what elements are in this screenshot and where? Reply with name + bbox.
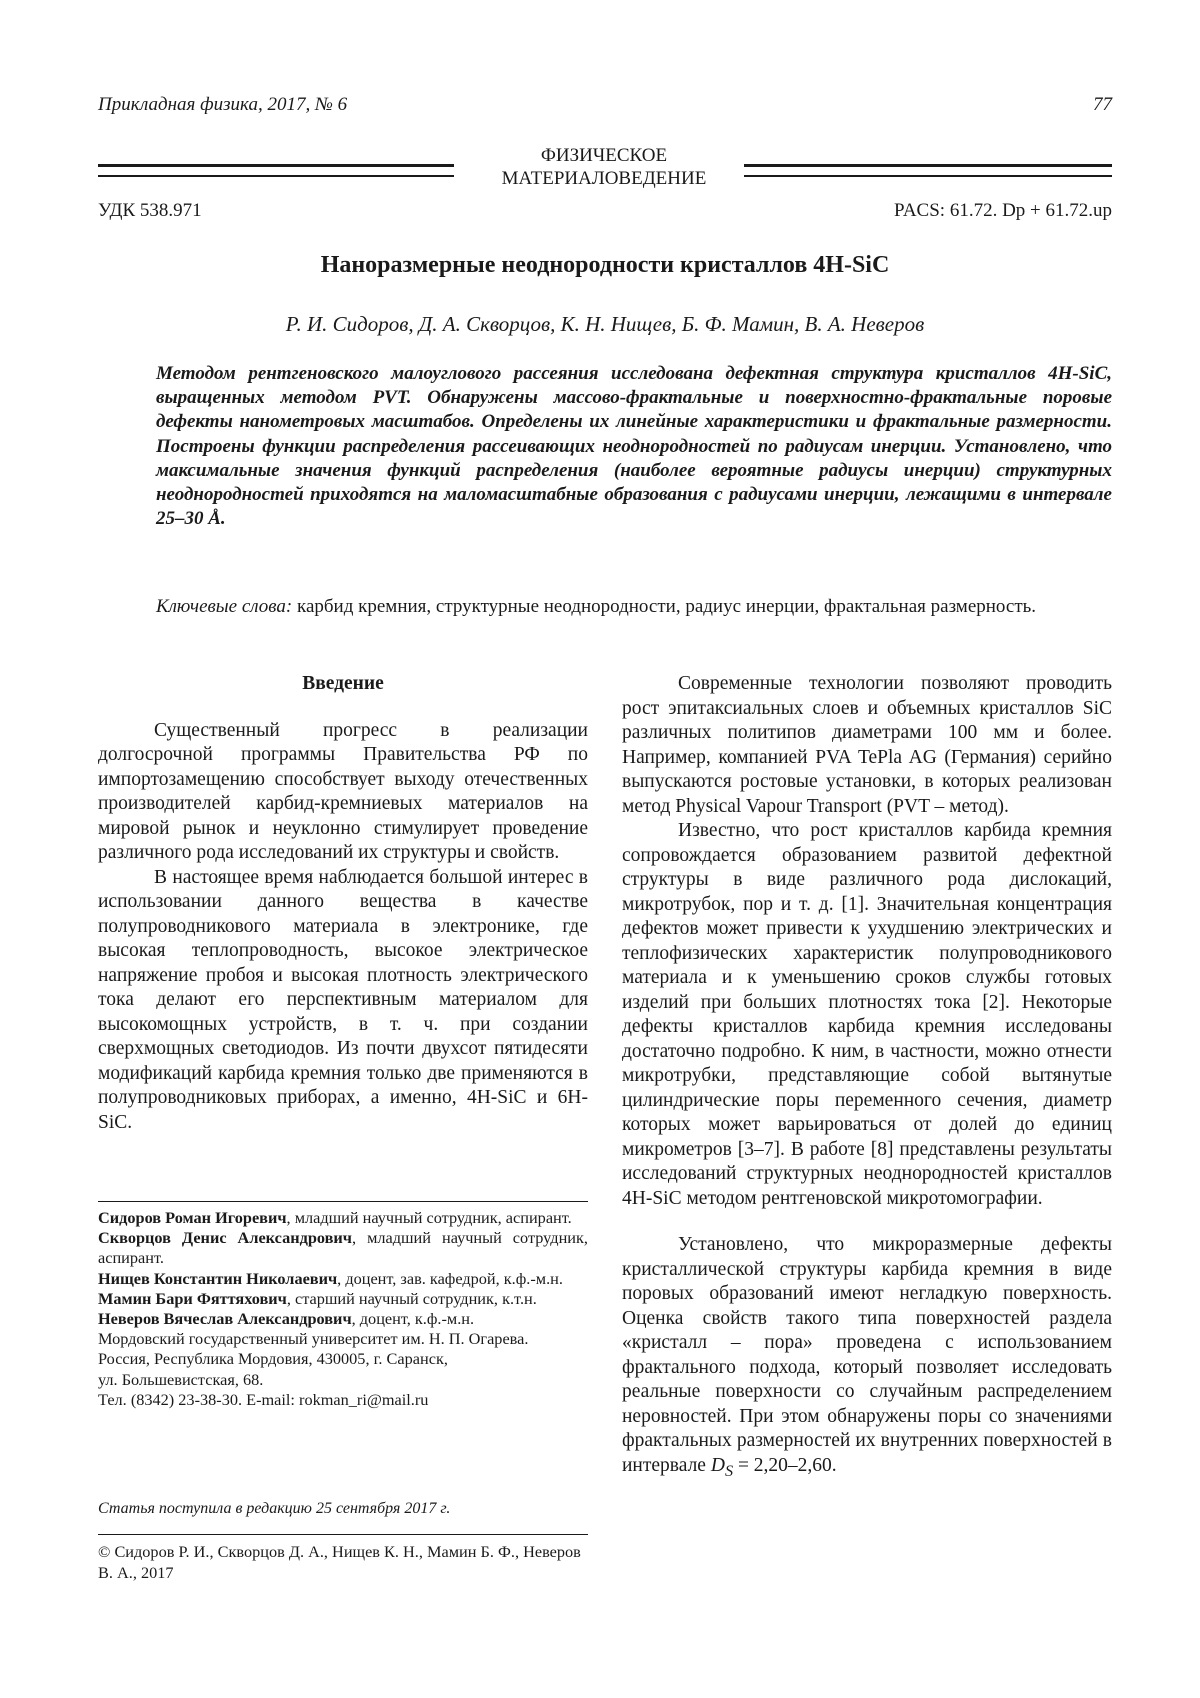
affiliation-entry bbox=[98, 1289, 588, 1309]
affiliation-name: Скворцов Денис Александрович bbox=[98, 1228, 352, 1248]
copyright-divider bbox=[98, 1534, 588, 1535]
received-date: Статья поступила в редакцию 25 сентября 2017 г. bbox=[98, 1500, 451, 1517]
affiliation-entry bbox=[98, 1228, 588, 1268]
page-number: 77 bbox=[1093, 94, 1112, 115]
affiliation-entry bbox=[98, 1269, 588, 1289]
institution-contact: Тел. (8342) 23-38-30. E-mail: rokman_ri@mail.ru bbox=[98, 1389, 429, 1409]
affiliation-name: Нищев Константин Николаевич bbox=[98, 1268, 338, 1288]
left-column bbox=[98, 672, 588, 1135]
intro-heading: Введение bbox=[302, 673, 384, 694]
affiliation-details: , младший научный сотрудник, аспирант. bbox=[98, 1228, 588, 1268]
right-column bbox=[622, 672, 1112, 1483]
keywords-text: карбид кремния, структурные неоднородности, радиус инерции, фрактальная размерность. bbox=[297, 596, 1037, 617]
article-title: Наноразмерные неоднородности кристаллов 4H-SiC bbox=[320, 252, 890, 278]
paragraph: В настоящее время наблюдается большой интерес в использовании данного вещества в качестве полупроводникового материала в электронике, где высокая теплопроводность, высокое электрическое напряжение пробоя и высокая плотность электрического тока делают его перспективным материалом для высокомощных устройств, в т. ч. при создании сверхмощных светодиодов. Из почти двухсот пятидесяти модификаций карбида кремния только две применяются в полупроводниковых приборах, а именно, 4H-SiC и 6H-SiC. bbox=[98, 866, 588, 1133]
fractal-symbol: D bbox=[710, 1454, 725, 1476]
affiliation-details: , доцент, к.ф.-м.н. bbox=[351, 1309, 475, 1329]
rubric-line-1: ФИЗИЧЕСКОЕ bbox=[540, 145, 668, 166]
affiliation-name: Неверов Вячеслав Александрович bbox=[98, 1309, 352, 1329]
affiliation-details: , доцент, зав. кафедрой, к.ф.-м.н. bbox=[337, 1268, 563, 1288]
last-paragraph-text: Установлено, что микроразмерные дефекты кристаллической структуры карбида кремния в виде поровых образований имеют негладкую поверхность. Оценка свойств такого типа поверхностей раздела «кристалл – пора» проведена с использованием фрактального подхода, который позволяет исследовать реальные поверхности со случайным распределением неровностей. При этом обнаружены поры со значениями фрактальных размерностей их внутренних поверхностей в интервале bbox=[622, 1234, 1112, 1476]
section-rubric bbox=[98, 142, 1112, 194]
paragraph: Современные технологии позволяют проводить рост эпитаксиальных слоев и объемных кристаллов SiC различных политипов диаметрами 100 мм и более. Например, компанией PVA TePla AG (Германия) серийно выпускаются ростовые установки, в которых реализован метод Physical Vapour Transport (PVT – метод). bbox=[622, 673, 1112, 817]
journal-citation: Прикладная физика, 2017, № 6 bbox=[98, 94, 348, 115]
copyright-notice: © Сидоров Р. И., Скворцов Д. А., Нищев К. Н., Мамин Б. Ф., Неверов В. А., 2017 bbox=[98, 1542, 581, 1582]
institution-name: Мордовский государственный университет им. Н. П. Огарева. bbox=[98, 1329, 529, 1349]
keywords bbox=[156, 595, 1112, 619]
author-affiliations bbox=[98, 1208, 588, 1410]
affiliation-name: Сидоров Роман Игоревич bbox=[98, 1208, 287, 1227]
institution-address-1: Россия, Республика Мордовия, 430005, г. Саранск, bbox=[98, 1349, 448, 1369]
rubric-rule-right bbox=[744, 164, 1112, 177]
paragraph: Существенный прогресс в реализации долгосрочной программы Правительства РФ по импортозамещению способствует выходу отечественных производителей карбид-кремниевых материалов на мировой рынок и неуклонно стимулирует проведение различного рода исследований их структуры и свойств. bbox=[98, 719, 588, 863]
abstract: Методом рентгеновского малоуглового рассеяния исследована дефектная структура кристаллов 4H-SiC, выращенных методом PVT. Обнаружены массово-фрактальные и поверхностно-фрактальные поровые дефекты нанометровых масштабов. Определены их линейные характеристики и фрактальные размерности. Построены функции распределения рассеивающих неоднородностей по радиусам инерции. Установлено, что максимальные значения функций распределения (наиболее вероятные радиусы инерции) структурных неоднородностей приходятся на маломасштабные образования с радиусами инерции, лежащими в интервале 25–30 Å. bbox=[156, 363, 1112, 530]
affiliation-details: , младший научный сотрудник, аспирант. bbox=[286, 1208, 572, 1227]
footnote-divider bbox=[98, 1201, 588, 1202]
running-head bbox=[98, 94, 1112, 116]
rubric-rule-left bbox=[98, 164, 454, 177]
author-list: Р. И. Сидоров, Д. А. Скворцов, К. Н. Нищев, Б. Ф. Мамин, В. А. Неверов bbox=[285, 312, 925, 336]
affiliation-entry bbox=[98, 1309, 588, 1329]
affiliation-details: , старший научный сотрудник, к.т.н. bbox=[286, 1288, 537, 1308]
institution-address-2: ул. Большевистская, 68. bbox=[98, 1369, 264, 1389]
rubric-text bbox=[474, 144, 734, 190]
affiliation-entry bbox=[98, 1208, 588, 1228]
fractal-subscript: S bbox=[724, 1461, 734, 1480]
affiliation-name: Мамин Бари Фяттяхович bbox=[98, 1288, 287, 1308]
keywords-label: Ключевые слова: bbox=[156, 596, 293, 617]
paragraph: Известно, что рост кристаллов карбида кремния сопровождается образованием развитой дефектной структуры в виде различного рода дислокаций, микротрубок, пор и т. д. [1]. Значительная концентрация дефектов может привести к ухудшению электрических и теплофизических характеристик полупроводникового материала и к уменьшению сроков службы готовых изделий при больших плотностях тока [2]. Некоторые дефекты кристаллов карбида кремния исследованы достаточно подробно. К ним, в частности, можно отнести микротрубки, представляющие собой вытянутые цилиндрические поры переменного сечения, диаметр которых может варьироваться от долей до единиц микрометров [3–7]. В работе [8] представлены результаты исследований структурных неоднородностей кристаллов 4H-SiC методом рентгеновской микротомографии. bbox=[622, 820, 1112, 1209]
paragraph-last bbox=[622, 1233, 1112, 1483]
udk-code: УДК 538.971 bbox=[98, 200, 202, 221]
rubric-line-2: МАТЕРИАЛОВЕДЕНИЕ bbox=[501, 168, 707, 189]
fractal-range: = 2,20–2,60. bbox=[733, 1454, 837, 1476]
pacs-code: PACS: 61.72. Dp + 61.72.up bbox=[894, 200, 1112, 221]
